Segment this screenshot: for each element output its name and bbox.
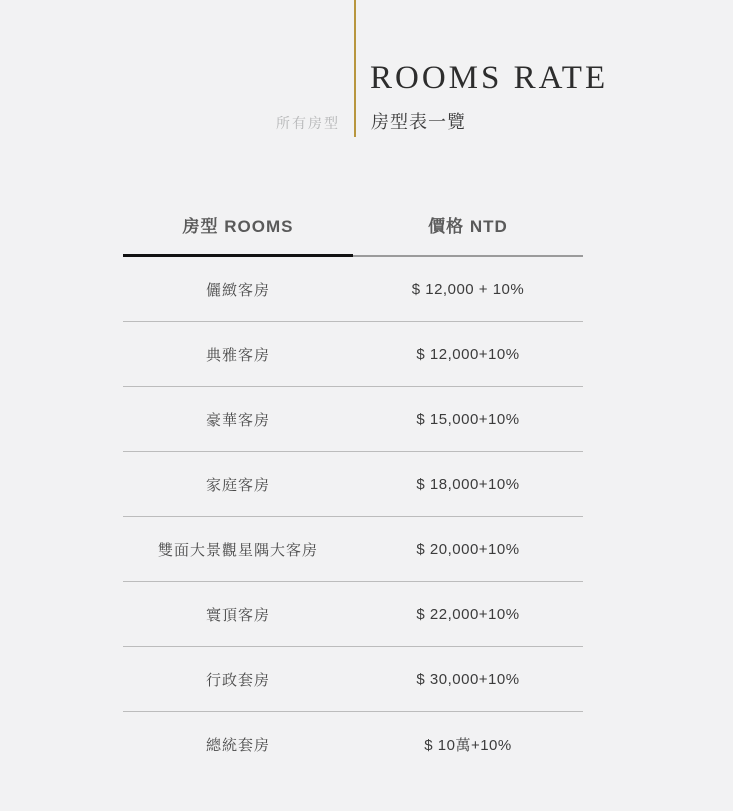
page-title: ROOMS RATE: [370, 60, 609, 96]
table-row: [123, 582, 583, 647]
table-body: [123, 257, 583, 777]
column-header-rooms: 房型 ROOMS: [123, 205, 353, 257]
room-name: 行政套房: [205, 671, 270, 689]
room-name: 儷緻客房: [205, 281, 270, 299]
room-name: 寰頂客房: [205, 606, 270, 624]
table-row: [123, 452, 583, 517]
room-rate-table: [123, 205, 583, 777]
table-row: [123, 322, 583, 387]
room-price: $ 30,000+10%: [416, 670, 520, 688]
room-price: $ 18,000+10%: [416, 475, 520, 493]
all-room-types-link[interactable]: 所有房型: [276, 115, 340, 131]
room-name: 豪華客房: [205, 411, 270, 429]
table-row: [123, 712, 583, 777]
table-row: [123, 387, 583, 452]
gold-accent-divider: [354, 0, 356, 137]
table-header-row: [123, 205, 583, 257]
table-row: [123, 257, 583, 322]
room-name: 家庭客房: [205, 476, 270, 494]
room-price: $ 10萬+10%: [424, 737, 512, 754]
table-row: [123, 647, 583, 712]
room-price: $ 12,000+10%: [416, 345, 520, 363]
room-name: 典雅客房: [205, 346, 270, 364]
room-price: $ 12,000 + 10%: [411, 280, 525, 298]
room-name: 總統套房: [205, 737, 270, 754]
column-header-price: 價格 NTD: [353, 205, 583, 257]
room-price: $ 20,000+10%: [416, 540, 520, 558]
room-price: $ 15,000+10%: [416, 410, 520, 428]
page-subtitle: 房型表一覽: [371, 112, 466, 132]
room-name: 雙面大景觀星隅大客房: [157, 541, 318, 559]
table-row: [123, 517, 583, 582]
room-price: $ 22,000+10%: [416, 605, 520, 623]
